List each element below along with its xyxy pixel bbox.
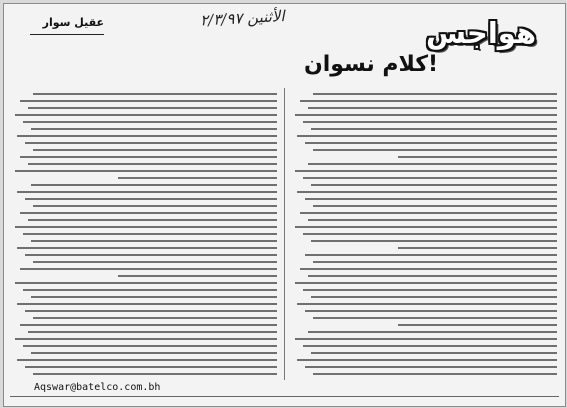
illegible-text-line [33,205,277,207]
illegible-text-line [313,205,557,207]
illegible-text-line [17,191,277,193]
illegible-text-line [31,240,277,242]
illegible-text-line [311,128,557,130]
illegible-text-line [311,184,557,186]
illegible-text-line [308,219,557,221]
illegible-text-line [398,156,557,158]
illegible-text-line [308,275,557,277]
illegible-text-line [23,289,277,291]
illegible-text-line [31,352,277,354]
article-column-left [12,88,277,380]
illegible-text-line [398,247,557,249]
illegible-text-line [33,93,277,95]
illegible-text-line [311,352,557,354]
illegible-text-line [295,226,557,228]
illegible-text-line [300,100,557,102]
illegible-text-line [15,338,277,340]
illegible-text-line [118,275,277,277]
illegible-text-line [15,170,277,172]
illegible-text-line [33,317,277,319]
column-headline: كلام نسوان! [303,52,439,77]
illegible-text-line [303,289,557,291]
illegible-text-line [295,338,557,340]
illegible-text-line [25,366,277,368]
illegible-text-line [303,121,557,123]
illegible-text-line [20,100,277,102]
illegible-text-line [25,254,277,256]
illegible-text-line [308,107,557,109]
illegible-text-line [23,233,277,235]
author-name: عقيل سوار [30,16,104,35]
illegible-text-line [305,142,557,144]
illegible-text-line [313,373,557,375]
footer-rule [10,396,559,397]
illegible-text-line [20,212,277,214]
illegible-text-line [28,219,277,221]
illegible-text-line [23,345,277,347]
illegible-text-line [303,345,557,347]
illegible-text-line [297,303,557,305]
illegible-text-line [300,268,557,270]
illegible-text-line [303,233,557,235]
illegible-text-line [33,149,277,151]
illegible-text-line [313,93,557,95]
illegible-text-line [311,296,557,298]
illegible-text-line [305,198,557,200]
illegible-text-line [31,128,277,130]
illegible-text-line [31,184,277,186]
illegible-text-line [313,149,557,151]
article-body [12,88,557,380]
illegible-text-line [15,114,277,116]
illegible-text-line [28,163,277,165]
column-masthead: هواجس [425,16,537,50]
illegible-text-line [31,296,277,298]
illegible-text-line [17,135,277,137]
illegible-text-line [20,324,277,326]
author-email: Aqswar@batelco.com.bh [34,382,161,393]
illegible-text-line [295,170,557,172]
column-divider [284,88,285,380]
illegible-text-line [398,324,557,326]
illegible-text-line [308,163,557,165]
illegible-text-line [295,114,557,116]
illegible-text-line [297,359,557,361]
handwritten-date: الأثنين ٢/٣/٩٧ [199,7,285,30]
illegible-text-line [15,226,277,228]
illegible-text-line [17,303,277,305]
illegible-text-line [303,177,557,179]
illegible-text-line [311,240,557,242]
illegible-text-line [305,310,557,312]
illegible-text-line [25,198,277,200]
illegible-text-line [295,282,557,284]
illegible-text-line [305,254,557,256]
illegible-text-line [33,261,277,263]
illegible-text-line [20,156,277,158]
illegible-text-line [17,359,277,361]
illegible-text-line [25,142,277,144]
illegible-text-line [28,107,277,109]
illegible-text-line [297,135,557,137]
illegible-text-line [17,247,277,249]
illegible-text-line [118,177,277,179]
illegible-text-line [300,212,557,214]
column-header [4,4,565,84]
illegible-text-line [20,268,277,270]
illegible-text-line [23,121,277,123]
newspaper-clipping [3,3,566,407]
article-column-right [292,88,557,380]
illegible-text-line [305,366,557,368]
illegible-text-line [313,261,557,263]
illegible-text-line [33,373,277,375]
illegible-text-line [25,310,277,312]
illegible-text-line [308,331,557,333]
illegible-text-line [313,317,557,319]
illegible-text-line [15,282,277,284]
illegible-text-line [28,331,277,333]
illegible-text-line [297,191,557,193]
